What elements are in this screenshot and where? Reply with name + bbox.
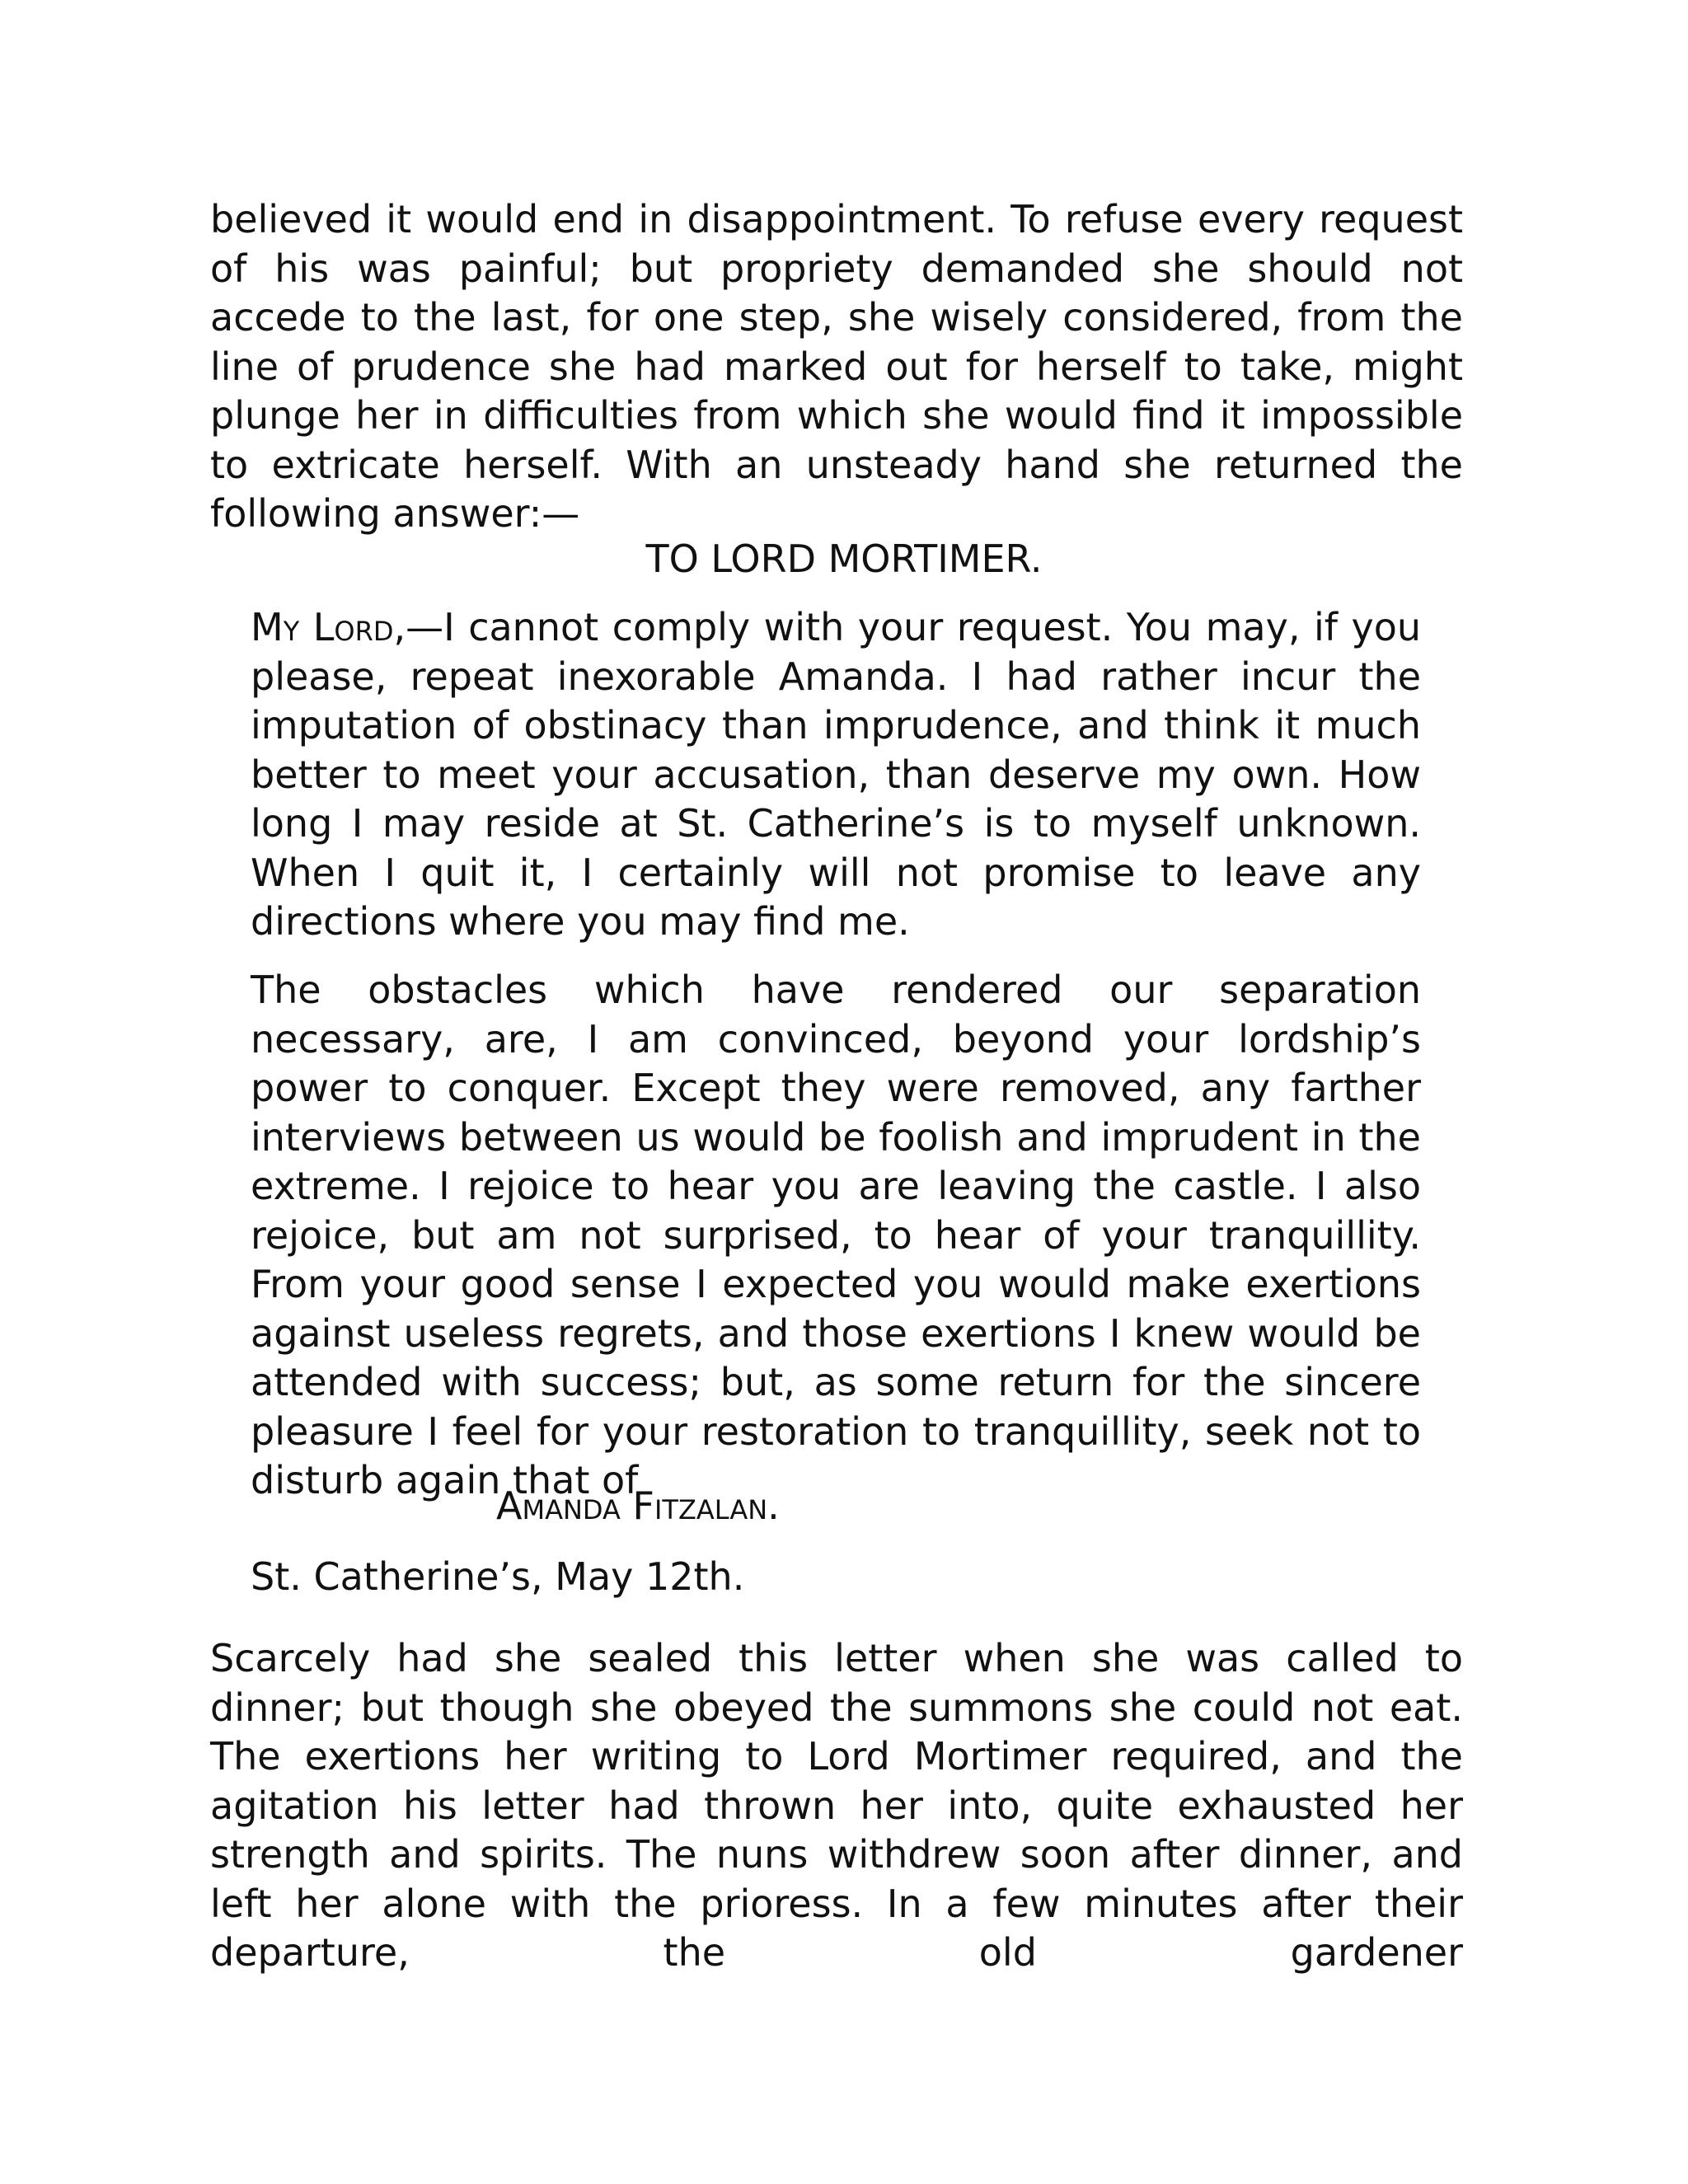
letter-dateline: St. Catherine’s, May 12th. [251,1554,745,1599]
letter-paragraph-2: The obstacles which have rendered our separation necessary, are, I am convinced, beyond your lordship’s power to conquer. Except they were removed, any farther interviews between us would be foolish and imprudent in the extreme. I rejoice to hear you are leaving the castle. I also rejoice, but am not surprised, to hear of your tranquillity. From your good sense I expected you would make exertions against useless regrets, and those exertions I knew would be attended with success; but, as some return for the sincere pleasure I feel for your restoration to tranquillity, seek not to disturb again that of [251,968,1421,1502]
letter-salutation: My Lord, [251,605,406,649]
letter-paragraph-1 [251,603,1421,947]
letter-signature: Amanda Fitzalan. [496,1483,780,1528]
opening-paragraph: believed it would end in disappointment. To refuse every request of his was painful; but propriety demanded she should not accede to the last, for one step, she wisely considered, from the line of prudence she had marked out for herself to take, might plunge her in difficulties from which she would find it impossible to extricate herself. With an unsteady hand she returned the following answer:— [210,197,1463,536]
letter-heading: TO LORD MORTIMER. [645,537,1043,581]
closing-paragraph: Scarcely had she sealed this letter when she was called to dinner; but though she obeyed the summons she could not eat. The exertions her writing to Lord Mortimer required, and the agitation his letter had thrown her into, quite exhausted her strength and spirits. The nuns withdrew soon after dinner, and left her alone with the prioress. In a few minutes after their departure, the old gardener [210,1636,1463,1975]
letter-paragraph-1-body: —I cannot comply with your request. You may, if you please, repeat inexorable Amanda. I had rather incur the imputation of obstinacy than imprudence, and think it much better to meet your accusation, than deserve my own. How long I may reside at St. Catherine’s is to myself unknown. When I quit it, I certainly will not promise to leave any directions where you may find me. [251,605,1422,944]
